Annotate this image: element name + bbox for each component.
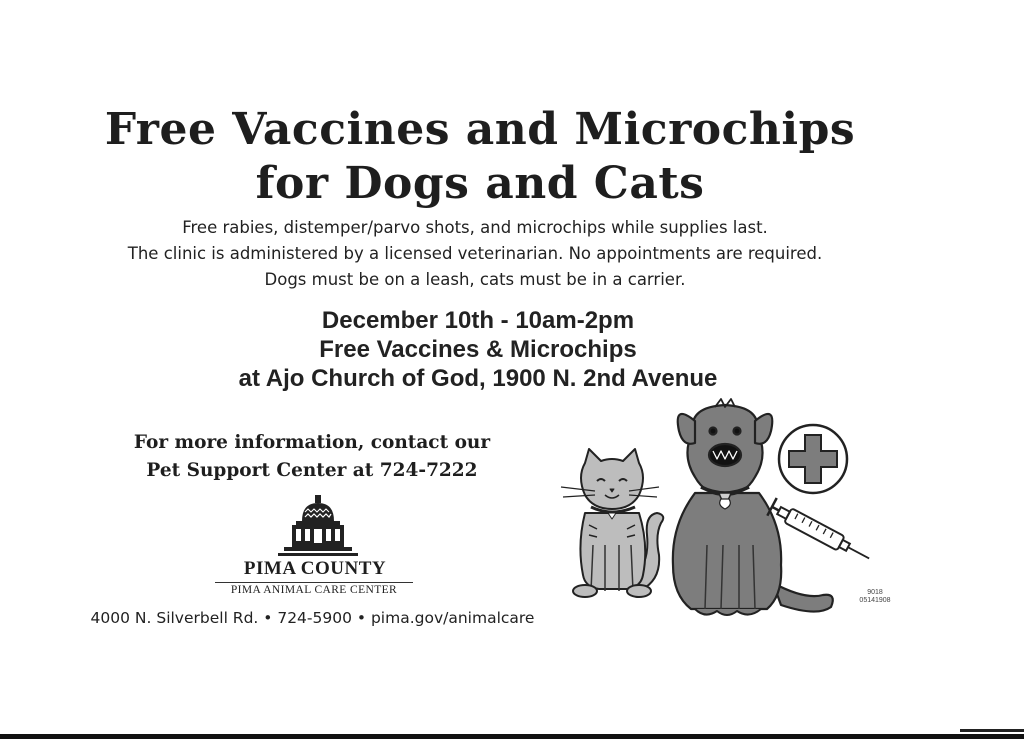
flyer-title-line2: for Dogs and Cats bbox=[255, 158, 705, 209]
syringe-icon bbox=[767, 498, 874, 567]
flyer-title-line1: Free Vaccines and Microchips bbox=[104, 104, 856, 155]
care-center-name: PIMA ANIMAL CARE CENTER bbox=[230, 584, 398, 596]
center-address: 4000 N. Silverbell Rd. • 724-5900 • pima.gov/animalcare bbox=[90, 609, 535, 627]
pets-illustration bbox=[555, 395, 895, 630]
county-dome-logo bbox=[278, 495, 358, 557]
info-supplies: Free rabies, distemper/parvo shots, and microchips while supplies last. bbox=[182, 218, 768, 237]
county-name: PIMA COUNTY bbox=[243, 558, 387, 579]
scan-edge-bottom bbox=[0, 734, 1024, 739]
contact-phone: Pet Support Center at 724-7222 bbox=[146, 460, 478, 481]
info-veterinarian: The clinic is administered by a licensed veterinarian. No appointments are required. bbox=[127, 244, 823, 263]
event-date-time: December 10th - 10am-2pm bbox=[321, 307, 635, 334]
medical-cross-icon bbox=[779, 425, 847, 493]
event-offer: Free Vaccines & Microchips bbox=[319, 336, 637, 363]
scan-edge-corner bbox=[960, 729, 1024, 732]
art-code-serial: 05141908 bbox=[859, 597, 891, 604]
county-divider bbox=[215, 582, 413, 583]
cat-illustration bbox=[561, 449, 663, 597]
info-leash-carrier: Dogs must be on a leash, cats must be in a carrier. bbox=[264, 270, 686, 289]
event-location: at Ajo Church of God, 1900 N. 2nd Avenue bbox=[238, 365, 718, 392]
art-code-number: 9018 bbox=[867, 589, 883, 596]
contact-line1: For more information, contact our bbox=[133, 432, 491, 453]
